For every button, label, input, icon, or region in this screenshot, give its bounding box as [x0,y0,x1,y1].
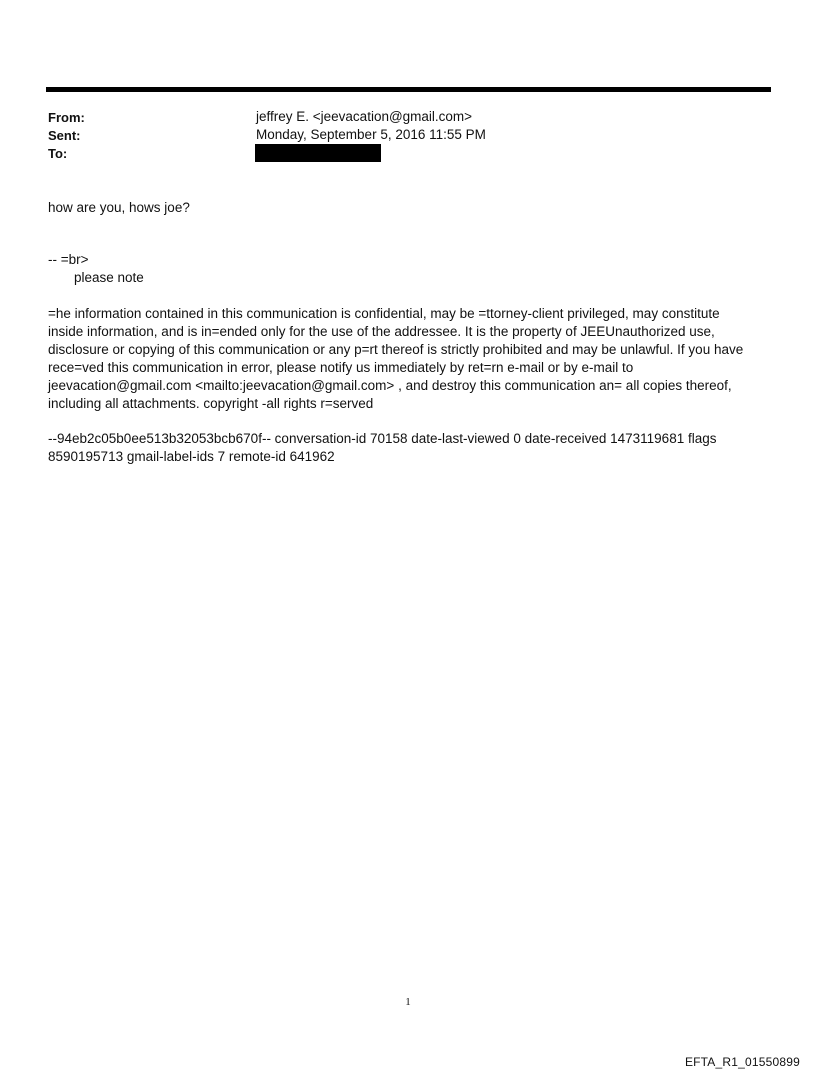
disclaimer-line-1: =he information contained in this communication is confidential, may be =ttorney-client privileged, may constitute [48,306,720,321]
disclaimer-line-2: inside information, and is in=ended only for the use of the addressee. It is the property of JEEUnauthorized use, [48,324,715,339]
to-label: To: [48,146,68,161]
disclaimer-line-4: rece=ved this communication in error, please notify us immediately by ret=rn e-mail or by e-mail to [48,360,634,375]
sent-value: Monday, September 5, 2016 11:55 PM [256,127,486,142]
metadata-line-2: 8590195713 gmail-label-ids 7 remote-id 641962 [48,449,335,464]
greeting-line: how are you, hows joe? [48,200,190,215]
signature-line: -- =br> [48,252,89,267]
header-rule [46,87,771,92]
sent-label: Sent: [48,128,81,143]
from-label: From: [48,110,85,125]
page-number: 1 [405,996,411,1008]
disclaimer-line-6: including all attachments. copyright -all rights r=served [48,396,374,411]
document-id: EFTA_R1_01550899 [684,1055,800,1069]
from-value: jeffrey E. <jeevacation@gmail.com> [256,109,473,124]
to-redaction-block [255,144,381,162]
disclaimer-line-5: jeevacation@gmail.com <mailto:jeevacation@gmail.com> , and destroy this communication an= all copies thereof, [48,378,732,393]
metadata-line-1: --94eb2c05b0ee513b32053bcb670f-- conversation-id 70158 date-last-viewed 0 date-received 1473119681 flags [48,431,717,446]
disclaimer-line-3: disclosure or copying of this communication or any p=rt thereof is strictly prohibited and may be unlawful. If you have [48,342,744,357]
signature-note: please note [74,270,144,285]
